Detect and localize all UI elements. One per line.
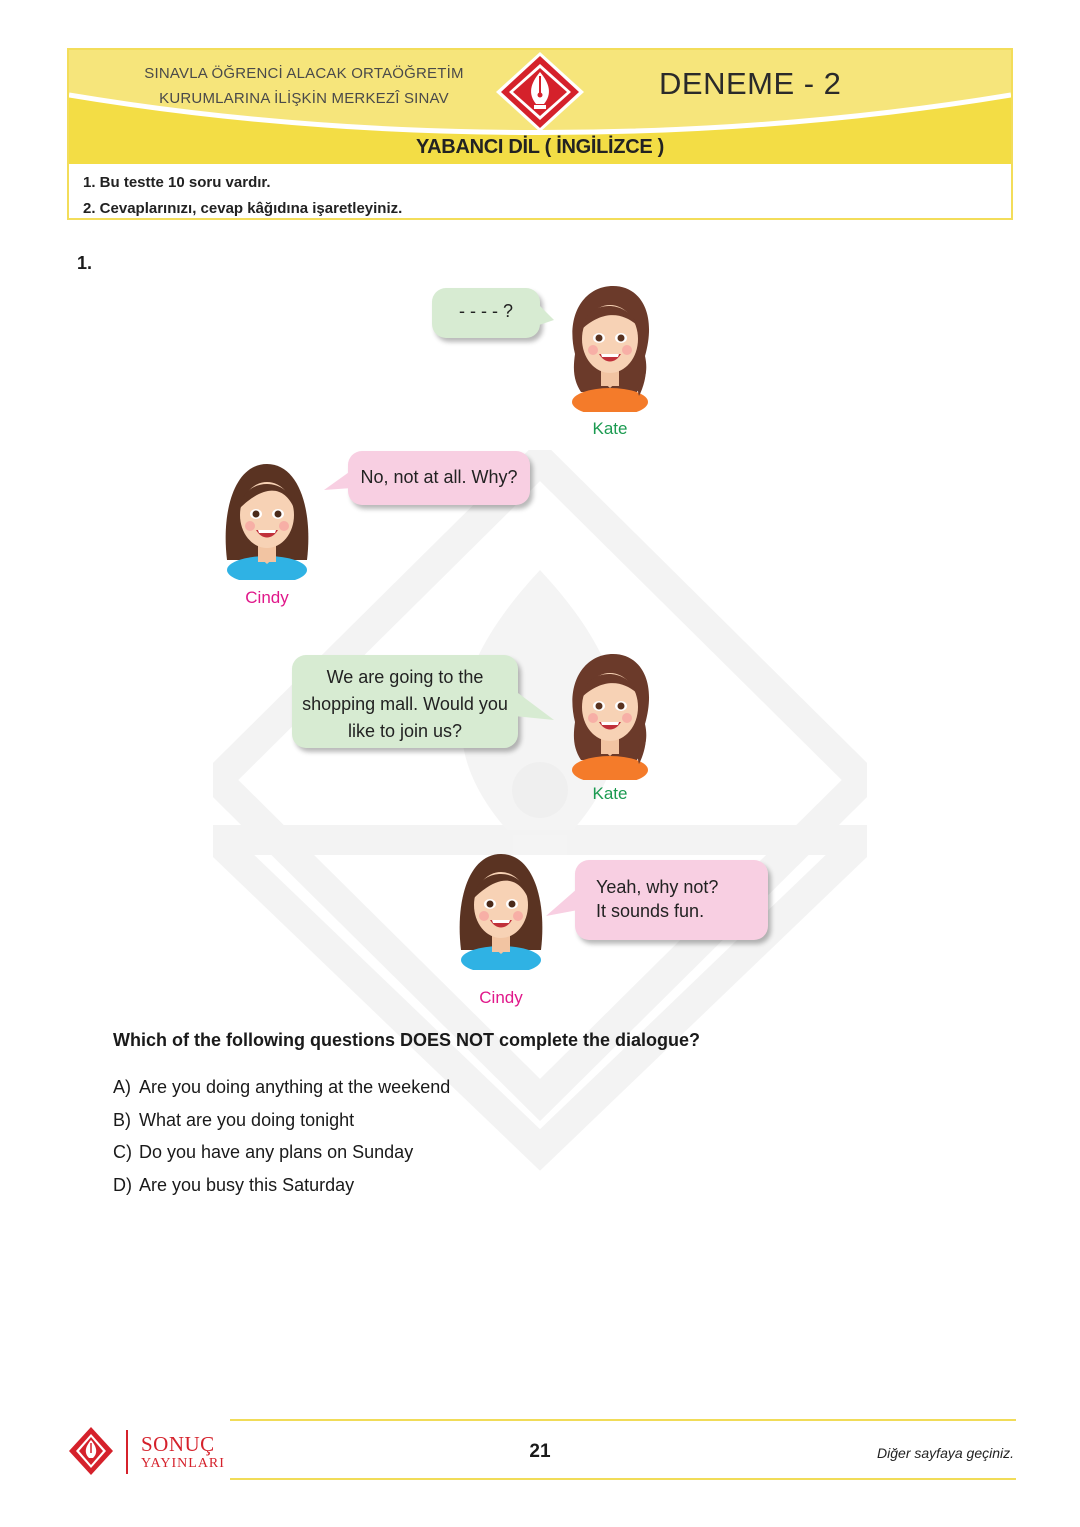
bubble-text-line: We are going to the xyxy=(326,667,484,687)
bubble-text: No, not at all. Why? xyxy=(360,467,518,487)
speaker-name-kate: Kate xyxy=(592,784,628,803)
option-d[interactable] xyxy=(113,1169,450,1202)
exam-rules xyxy=(83,170,402,222)
rule-item: 1. Bu testte 10 soru vardır. xyxy=(83,174,271,191)
option-text: What are you doing tonight xyxy=(139,1109,355,1130)
option-a[interactable] xyxy=(113,1071,450,1104)
bubble-text-line: It sounds fun. xyxy=(596,901,705,921)
option-b[interactable] xyxy=(113,1104,450,1137)
option-letter: C) xyxy=(113,1142,132,1162)
speaker-name-cindy: Cindy xyxy=(245,588,289,607)
brand-divider xyxy=(126,1430,128,1474)
option-letter: B) xyxy=(113,1109,131,1130)
bubble-text-line: Yeah, why not? xyxy=(596,877,719,897)
bubble-tail xyxy=(536,302,556,328)
speaker-name-cindy: Cindy xyxy=(479,988,523,1007)
exam-deneme-title: DENEME - 2 xyxy=(659,66,842,101)
brand-name: SONUÇ xyxy=(141,1432,215,1456)
next-page-note: Diğer sayfaya geçiniz. xyxy=(877,1445,1014,1461)
bubble-tail xyxy=(546,888,578,918)
answer-options xyxy=(113,1071,450,1201)
bubble-tail xyxy=(514,690,556,724)
pen-nib-logo-icon xyxy=(494,50,586,134)
speaker-name-kate: Kate xyxy=(592,419,628,438)
exam-title-line1: SINAVLA ÖĞRENCİ ALACAK ORTAÖĞRETİM xyxy=(144,65,464,82)
question-prompt: Which of the following questions DOES NOT complete the dialogue? xyxy=(113,1030,701,1050)
publisher-brand xyxy=(68,1426,228,1478)
kate-avatar xyxy=(565,284,655,412)
footer-divider-bottom xyxy=(230,1478,1016,1480)
speech-bubble-kate-2 xyxy=(292,655,518,748)
kate-avatar xyxy=(565,652,655,780)
option-c[interactable] xyxy=(113,1136,450,1169)
rule-item: 2. Cevaplarınızı, cevap kâğıdına işaretleyiniz. xyxy=(83,200,403,217)
cindy-avatar xyxy=(455,850,547,970)
question-number: 1. xyxy=(77,253,93,273)
speech-bubble-kate-1 xyxy=(432,288,540,338)
option-text: Are you busy this Saturday xyxy=(139,1174,355,1195)
bubble-text: - - - - ? xyxy=(459,301,513,321)
cindy-avatar xyxy=(221,460,313,580)
subject-title: YABANCI DİL ( İNGİLİZCE ) xyxy=(415,136,665,158)
bubble-text-line: shopping mall. Would you xyxy=(302,694,508,714)
bubble-text-line: like to join us? xyxy=(347,721,463,741)
option-text: Do you have any plans on Sunday xyxy=(139,1142,414,1162)
option-letter: D) xyxy=(113,1174,132,1195)
option-text: Are you doing anything at the weekend xyxy=(139,1077,451,1097)
page-number: 21 xyxy=(529,1441,551,1462)
brand-subtitle: YAYINLARI xyxy=(141,1456,225,1471)
option-letter: A) xyxy=(113,1077,131,1097)
speech-bubble-cindy-2 xyxy=(575,860,768,940)
speech-bubble-cindy-1 xyxy=(348,451,530,505)
bubble-tail xyxy=(324,470,352,494)
publisher-logo-icon xyxy=(68,1426,114,1476)
footer-divider-top xyxy=(230,1419,1016,1421)
exam-title-line2: KURUMLARINA İLİŞKİN MERKEZÎ SINAV xyxy=(159,90,449,107)
